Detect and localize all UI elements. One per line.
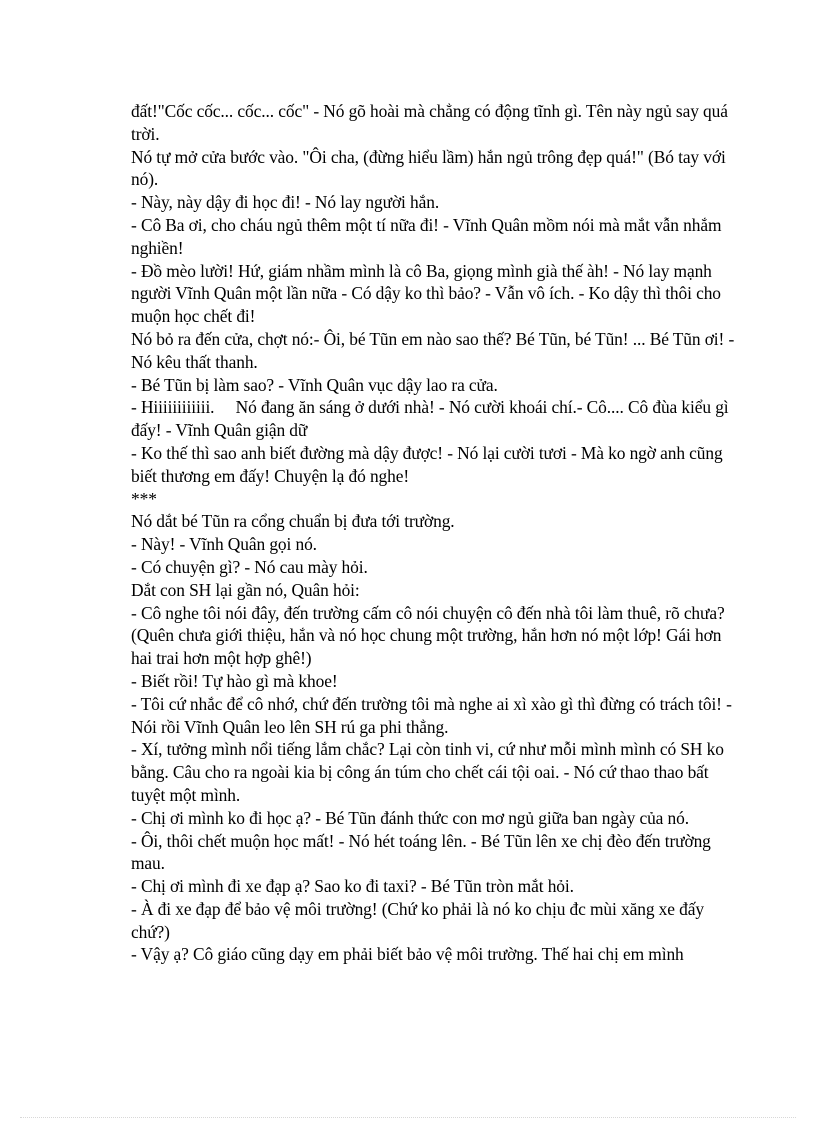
paragraph: - Cô nghe tôi nói đây, đến trường cấm cô nói chuyện cô đến nhà tôi làm thuê, rõ chưa? (Quên chưa giới thiệu, hắn và nó học chung một trường, hắn hơn nó một lớp! Gái hơn hai trai hơn một hợp ghê!) <box>131 602 725 669</box>
paragraph: - Chị ơi mình ko đi học ạ? - Bé Tũn đánh thức con mơ ngủ giữa ban ngày của nó. <box>131 807 689 828</box>
paragraph: - Tôi cứ nhắc để cô nhớ, chứ đến trường tôi mà nghe ai xì xào gì thì đừng có trách tôi! - Nói rồi Vĩnh Quân leo lên SH rú ga phi thẳng. <box>131 693 732 737</box>
paragraph: Dắt con SH lại gần nó, Quân hỏi: <box>131 579 360 600</box>
page-bottom-divider <box>20 1117 796 1118</box>
paragraph: - Đồ mèo lười! Hứ, giám nhầm mình là cô Ba, giọng mình già thế àh! - Nó lay mạnh người Vĩnh Quân một lần nữa - Có dậy ko thì bảo? - Vẫn vô ích. - Ko dậy thì thôi cho muộn học chết đi! <box>131 260 721 327</box>
paragraph: Nó bỏ ra đến cửa, chợt nó:- Ôi, bé Tũn em nào sao thế? Bé Tũn, bé Tũn! ... Bé Tũn ơi! - Nó kêu thất thanh. <box>131 328 735 372</box>
paragraph: - Cô Ba ơi, cho cháu ngủ thêm một tí nữa đi! - Vĩnh Quân mồm nói mà mắt vẫn nhắm nghiền! <box>131 214 722 258</box>
paragraph: - Chị ơi mình đi xe đạp ạ? Sao ko đi taxi? - Bé Tũn tròn mắt hỏi. <box>131 876 574 897</box>
paragraph: - Biết rồi! Tự hào gì mà khoe! <box>131 670 338 691</box>
paragraph: - À đi xe đạp để bảo vệ môi trường! (Chứ ko phải là nó ko chịu đc mùi xăng xe đấy chứ?) <box>131 898 704 942</box>
paragraph: - Vậy ạ? Cô giáo cũng dạy em phải biết bảo vệ môi trường. Thế hai chị em mình <box>131 944 684 965</box>
paragraph: Nó tự mở cửa bước vào. "Ôi cha, (đừng hiểu lầm) hắn ngủ trông đẹp quá!" (Bó tay với nó). <box>131 146 726 190</box>
paragraph: - Ôi, thôi chết muộn học mất! - Nó hét toáng lên. - Bé Tũn lên xe chị đèo đến trường mau. <box>131 830 711 874</box>
section-separator: *** <box>131 488 157 509</box>
story-text <box>131 100 741 966</box>
paragraph: - Này! - Vĩnh Quân gọi nó. <box>131 534 317 555</box>
paragraph: - Ko thế thì sao anh biết đường mà dậy được! - Nó lại cười tươi - Mà ko ngờ anh cũng biết thương em đấy! Chuyện lạ đó nghe! <box>131 442 723 486</box>
paragraph: - Xí, tưởng mình nổi tiếng lắm chắc? Lại còn tinh vi, cứ như mỗi mình mình có SH ko bằng. Câu cho ra ngoài kia bị công án túm cho chết cái tội oai. - Nó cứ thao thao bất tuyệt một mình. <box>131 739 724 805</box>
paragraph: - Có chuyện gì? - Nó cau mày hỏi. <box>131 556 368 577</box>
paragraph: - Hiiiiiiiiiiii. Nó đang ăn sáng ở dưới nhà! - Nó cười khoái chí.- Cô.... Cô đùa kiểu gì đấy! - Vĩnh Quân giận dữ <box>131 397 733 441</box>
paragraph: Nó dắt bé Tũn ra cổng chuẩn bị đưa tới trường. <box>131 511 455 532</box>
paragraph: - Bé Tũn bị làm sao? - Vĩnh Quân vục dậy lao ra cửa. <box>131 374 498 395</box>
paragraph: đất!"Cốc cốc... cốc... cốc" - Nó gõ hoài mà chẳng có động tĩnh gì. Tên này ngủ say quá trời. <box>131 101 728 144</box>
paragraph: - Này, này dậy đi học đi! - Nó lay người hắn. <box>131 192 440 213</box>
